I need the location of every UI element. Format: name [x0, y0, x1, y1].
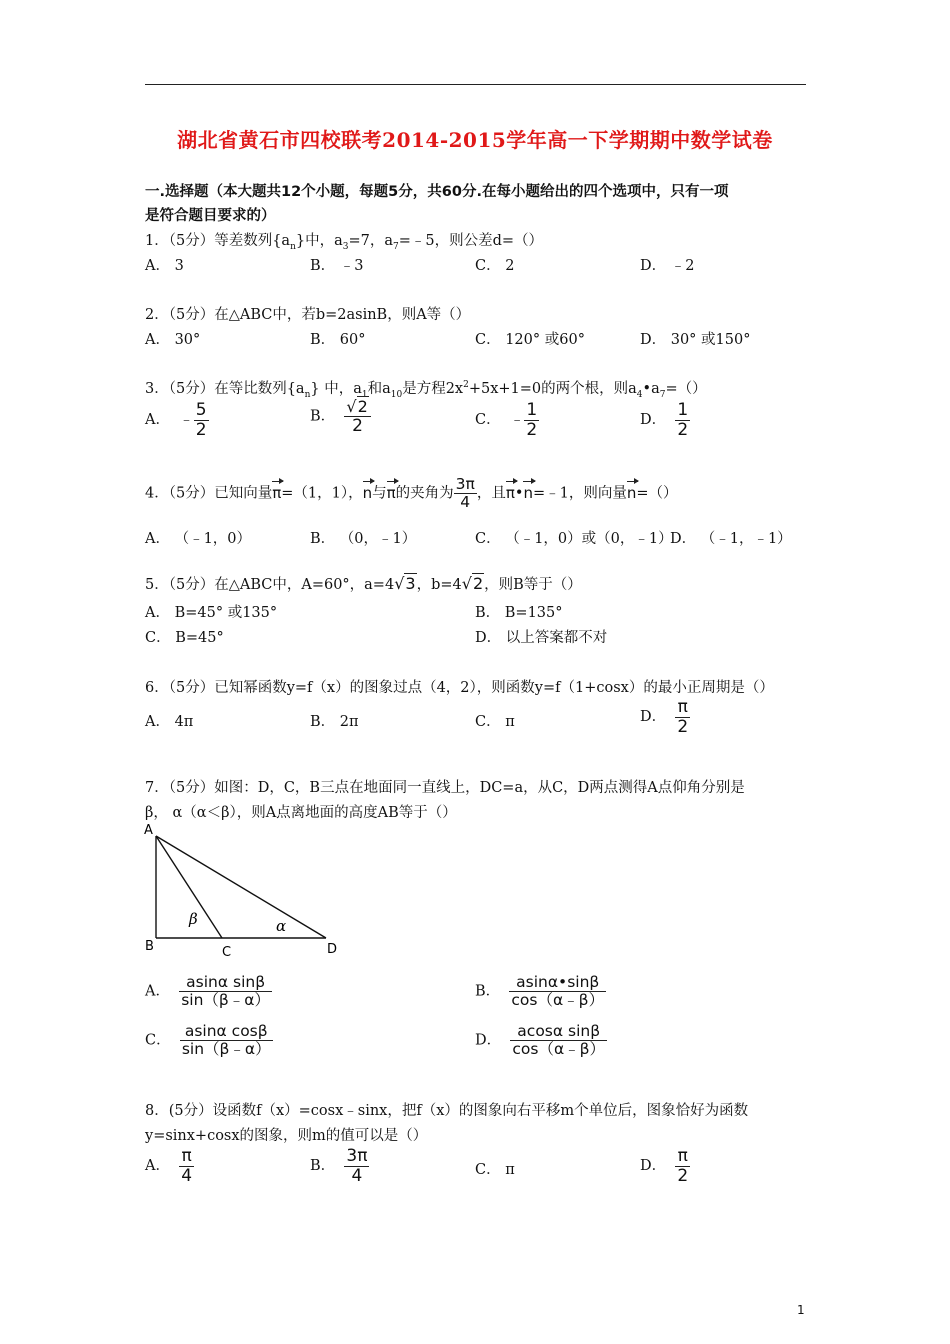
- q7-option-d: D． $\frac{\text{acosα sinβ}}{\cos(\alpha﹣\beta)}$: [475, 1022, 606, 1059]
- q3-option-d: D． $\frac{1}{2}$: [640, 400, 689, 440]
- q8-stem-line2: y=sinx+cosx的图象，则m的值可以是（）: [145, 1128, 428, 1144]
- q7-stem-line1: 7．（5分）如图：D，C，B三点在地面同一直线上，DC=a，从C，D两点测得A点仰角分别是: [145, 780, 745, 796]
- segment-ad: [156, 836, 326, 938]
- q6-stem: 6．（5分）已知幂函数y=f（x）的图象过点（4，2），则函数y=f（1+cosx）的最小正周期是（）: [145, 680, 774, 696]
- q5-option-d: D． 以上答案都不对: [475, 630, 608, 646]
- q2-option-b: B． 60°: [310, 332, 366, 348]
- q2-stem: 2．（5分）在△ABC中，若b=2asinB，则A等（）: [145, 307, 471, 323]
- q8-stem-line1: 8．(5分）设函数f（x）=cosx﹣sinx，把f（x）的图象向右平移m个单位后，图象恰好为函数: [145, 1103, 749, 1119]
- q5-stem: 5．（5分）在△ABC中，A=60°，a=4√3，b=4√2，则B等于（）: [145, 574, 582, 593]
- q5-option-b: B． B=135°: [475, 605, 563, 621]
- point-b-label: B: [145, 939, 154, 954]
- q7-triangle-figure: [140, 820, 350, 960]
- q5-option-c: C． B=45°: [145, 630, 224, 646]
- q4-option-d: D． （﹣1，﹣1）: [670, 531, 792, 547]
- q8-option-d: D． $\frac{\pi}{2}$: [640, 1146, 689, 1186]
- q3-option-a: A． ﹣ $\frac{5}{2}$: [145, 400, 207, 440]
- q6-option-b: B． 2π: [310, 714, 359, 730]
- q4-stem: 4．（5分）已知向量π=（1，1），n与π的夹角为 $\frac{3\pi}{4}$ ，且π•n=﹣1，则向量n=（）: [145, 475, 678, 512]
- q4-option-a: A． （﹣1，0）: [145, 531, 252, 547]
- q6-option-a: A． 4π: [145, 714, 194, 730]
- q2-option-c: C． 120° 或60°: [475, 332, 585, 348]
- q5-option-a: A． B=45° 或135°: [145, 605, 278, 621]
- q2-option-d: D． 30° 或150°: [640, 332, 751, 348]
- q6-option-d: D． $\frac{\pi}{2}$: [640, 697, 689, 737]
- point-d-label: D: [327, 942, 338, 957]
- q3-option-c: C． ﹣ $\frac{1}{2}$: [475, 400, 538, 440]
- q8-option-c: C． π: [475, 1162, 515, 1178]
- section-heading-line1: 一.选择题（本大题共12个小题，每题5分，共60分.在每小题给出的四个选项中，只有一项: [145, 184, 729, 200]
- q7-option-a: A． $\frac{\text{asinα sinβ}}{\sin(\beta﹣\alpha)}$: [145, 973, 271, 1010]
- q8-option-b: B． $\frac{3\pi}{4}$: [310, 1146, 368, 1186]
- q4-option-b: B． （0，﹣1）: [310, 531, 417, 547]
- page-title: 湖北省黄石市四校联考2014-2015学年高一下学期期中数学试卷: [177, 128, 773, 152]
- angle-alpha-label: α: [276, 917, 287, 935]
- header-rule: [145, 84, 806, 85]
- page-number: 1: [797, 1303, 805, 1317]
- q7-stem-line2: β， α（α＜β），则A点离地面的高度AB等于（）: [145, 805, 457, 821]
- q1-option-a: A． 3: [145, 258, 184, 274]
- q7-option-c: C． $\frac{\text{asinα cosβ}}{\sin(\beta﹣\alpha)}$: [145, 1022, 271, 1059]
- q2-option-a: A． 30°: [145, 332, 201, 348]
- point-a-label: A: [144, 823, 153, 838]
- q1-option-b: B． ﹣3: [310, 258, 364, 274]
- q8-option-a: A． $\frac{\pi}{4}$: [145, 1146, 193, 1186]
- q1-stem: 1．（5分）等差数列$\{a_n\}$中，$a_3=7$，$a_7=﹣5$，则公差d=（）: [145, 233, 544, 252]
- angle-beta-label: β: [189, 910, 198, 928]
- q1-option-c: C． 2: [475, 258, 515, 274]
- q7-option-b: B． $\frac{asin\alpha•\sin\beta}{\cos(\alpha﹣\beta)}$: [475, 973, 605, 1010]
- q1-option-d: D． ﹣2: [640, 258, 695, 274]
- point-c-label: C: [222, 945, 232, 960]
- q4-option-c: C． （﹣1，0）或（0，﹣1）: [475, 531, 673, 547]
- section-heading-line2: 是符合题目要求的）: [145, 208, 276, 224]
- q3-stem: 3．（5分）在等比数列$\{a_n\}$ 中，$a_1$和$a_{10}$是方程$2x^2+5x+1=0$的两个根，则$a_4•a_7=()$: [145, 380, 707, 400]
- q3-option-b: B． $\frac{√2}{2}$: [310, 398, 371, 435]
- q6-option-c: C． π: [475, 714, 515, 730]
